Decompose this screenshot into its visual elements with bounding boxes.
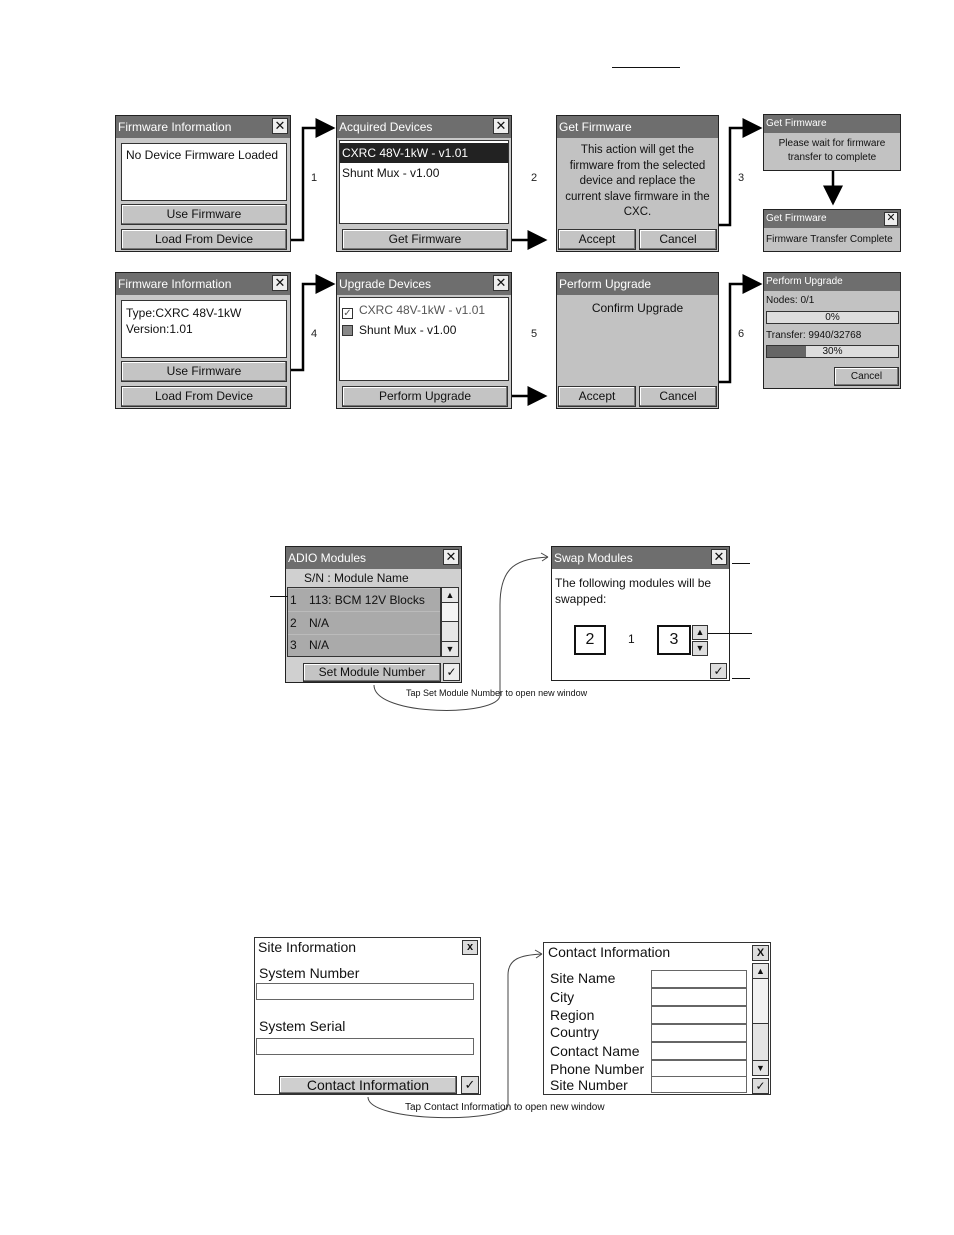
field-label: Country <box>550 1024 600 1040</box>
use-firmware-button[interactable]: Use Firmware <box>121 204 287 225</box>
transfer-complete-dialog <box>763 209 901 252</box>
upgrade-devices-window <box>336 272 512 409</box>
contact-information-window <box>543 942 771 1095</box>
complete-message: Firmware Transfer Complete <box>766 234 893 245</box>
list-item[interactable]: CXRC 48V-1kW - v1.01 <box>340 143 508 163</box>
row-number: 1 <box>290 593 297 607</box>
device-list <box>339 297 509 381</box>
close-icon[interactable]: X <box>752 945 769 961</box>
row-name: N/A <box>309 616 330 630</box>
checkbox-checked-icon[interactable]: ✓ <box>343 308 352 319</box>
window-title: Site Information <box>258 939 357 955</box>
step-number: 1 <box>311 172 318 184</box>
close-icon[interactable]: ✕ <box>272 118 288 134</box>
dialog-message: This action will get the firmware from the selected device and replace the current slave firmware in the CXC. <box>565 144 710 218</box>
row-number: 3 <box>290 638 297 652</box>
module-left-field[interactable]: 2 <box>574 625 606 655</box>
nodes-progress-bar <box>766 311 899 324</box>
window-title: ADIO Modules <box>286 547 461 569</box>
nodes-percent: 0% <box>825 312 840 323</box>
list-item[interactable] <box>340 300 508 320</box>
country-field[interactable] <box>651 1024 747 1042</box>
field-label: Phone Number <box>550 1061 645 1077</box>
list-item[interactable]: Shunt Mux - v1.00 <box>342 166 440 180</box>
window-title: Get Firmware <box>764 210 900 228</box>
transfer-label: Transfer: 9940/32768 <box>766 330 862 341</box>
firmware-type: Type:CXRC 48V-1kW <box>126 306 242 320</box>
accept-button[interactable]: Accept <box>558 229 636 250</box>
firmware-version: Version:1.01 <box>126 322 193 336</box>
row-name: N/A <box>309 638 330 652</box>
close-icon[interactable]: ✕ <box>493 118 509 134</box>
close-icon[interactable]: ✕ <box>493 275 509 291</box>
swap-modules-window <box>551 546 730 681</box>
transfer-progress-bar <box>766 345 899 358</box>
step-number: 5 <box>531 328 538 340</box>
row-number: 2 <box>290 616 297 630</box>
scroll-up-icon[interactable]: ▲ <box>442 588 458 603</box>
site-number-field[interactable] <box>651 1076 747 1093</box>
scroll-up-icon[interactable]: ▲ <box>753 964 768 979</box>
nodes-label: Nodes: 0/1 <box>766 295 815 306</box>
scroll-thumb[interactable] <box>753 979 768 1024</box>
close-icon[interactable]: ✕ <box>711 549 727 565</box>
field-label: Site Number <box>550 1077 628 1093</box>
row-name: 113: BCM 12V Blocks <box>309 593 425 607</box>
close-icon[interactable]: ✕ <box>884 212 898 226</box>
firmware-content <box>121 300 287 358</box>
swap-message: The following modules will be swapped: <box>555 576 712 606</box>
scroll-down-icon[interactable]: ▼ <box>442 641 458 656</box>
item-label: Shunt Mux - v1.00 <box>359 323 457 337</box>
checkbox-icon[interactable] <box>342 325 353 336</box>
window-title: Get Firmware <box>764 115 900 133</box>
acquired-devices-window <box>336 115 512 252</box>
contact-information-button[interactable]: Contact Information <box>279 1076 457 1094</box>
firmware-info-window <box>115 272 291 409</box>
scroll-down-icon[interactable]: ▼ <box>753 1060 768 1075</box>
wait-message: Please wait for firmware transfer to complete <box>778 138 886 163</box>
window-title: Acquired Devices <box>337 116 511 138</box>
step-number: 6 <box>738 328 745 340</box>
window-title: Get Firmware <box>557 116 718 138</box>
confirm-check-icon[interactable]: ✓ <box>443 663 460 681</box>
region-field[interactable] <box>651 1006 747 1024</box>
dialog-message: Confirm Upgrade <box>591 301 684 315</box>
callout-line <box>270 596 288 597</box>
contact-name-field[interactable] <box>651 1042 747 1060</box>
get-firmware-button[interactable]: Get Firmware <box>342 229 508 250</box>
field-label: City <box>550 989 575 1005</box>
scrollbar[interactable] <box>752 963 769 1076</box>
confirm-check-icon[interactable]: ✓ <box>710 663 727 679</box>
list-item[interactable] <box>340 320 508 340</box>
field-label: Contact Name <box>550 1043 640 1059</box>
close-icon[interactable]: ✕ <box>272 275 288 291</box>
field-label: Region <box>550 1007 595 1023</box>
window-title: Firmware Information <box>116 273 290 295</box>
swap-index: 1 <box>628 632 635 646</box>
close-icon[interactable]: x <box>462 940 478 955</box>
site-name-field[interactable] <box>651 970 747 988</box>
accept-button[interactable]: Accept <box>558 386 636 407</box>
cancel-button[interactable]: Cancel <box>639 386 717 407</box>
get-firmware-dialog <box>556 115 719 252</box>
firmware-wait-dialog <box>763 114 901 171</box>
perform-upgrade-dialog <box>556 272 719 409</box>
window-title: Upgrade Devices <box>337 273 511 295</box>
callout-line <box>732 678 750 679</box>
perform-upgrade-button[interactable]: Perform Upgrade <box>342 386 508 407</box>
stepper-up-icon[interactable]: ▲ <box>692 625 708 640</box>
load-from-device-button[interactable]: Load From Device <box>121 229 287 250</box>
use-firmware-button[interactable]: Use Firmware <box>121 361 287 382</box>
set-module-number-button[interactable]: Set Module Number <box>303 663 441 682</box>
load-from-device-button[interactable]: Load From Device <box>121 386 287 407</box>
field-label: Site Name <box>550 970 616 986</box>
city-field[interactable] <box>651 988 747 1006</box>
module-right-field[interactable]: 3 <box>657 625 691 655</box>
transfer-percent: 30% <box>822 346 843 357</box>
firmware-content: No Device Firmware Loaded <box>121 143 287 201</box>
callout-line <box>732 563 750 564</box>
system-number-label: System Number <box>259 965 360 981</box>
cancel-button[interactable]: Cancel <box>639 229 717 250</box>
firmware-info-window <box>115 115 291 252</box>
cancel-button[interactable]: Cancel <box>834 367 899 386</box>
stepper-down-icon[interactable]: ▼ <box>692 641 708 656</box>
device-list <box>339 140 509 224</box>
step-number: 3 <box>738 172 745 184</box>
curved-connector <box>360 945 550 1125</box>
window-title: Perform Upgrade <box>764 273 900 291</box>
window-title: Swap Modules <box>552 547 729 569</box>
window-title: Perform Upgrade <box>557 273 718 295</box>
window-title: Firmware Information <box>116 116 290 138</box>
caption: Tap Set Module Number to open new window <box>406 688 588 698</box>
callout-line <box>708 633 752 634</box>
caption: Tap Contact Information to open new window <box>405 1102 605 1113</box>
step-number: 4 <box>311 328 318 340</box>
confirm-check-icon[interactable]: ✓ <box>461 1076 479 1094</box>
window-title: Contact Information <box>548 944 671 960</box>
item-label: CXRC 48V-1kW - v1.01 <box>359 303 486 317</box>
step-number: 2 <box>531 172 538 184</box>
upgrade-progress-dialog <box>763 272 901 389</box>
column-header: S/N : Module Name <box>304 571 409 585</box>
confirm-check-icon[interactable]: ✓ <box>752 1078 769 1094</box>
system-serial-label: System Serial <box>259 1018 346 1034</box>
close-icon[interactable]: ✕ <box>443 549 459 565</box>
